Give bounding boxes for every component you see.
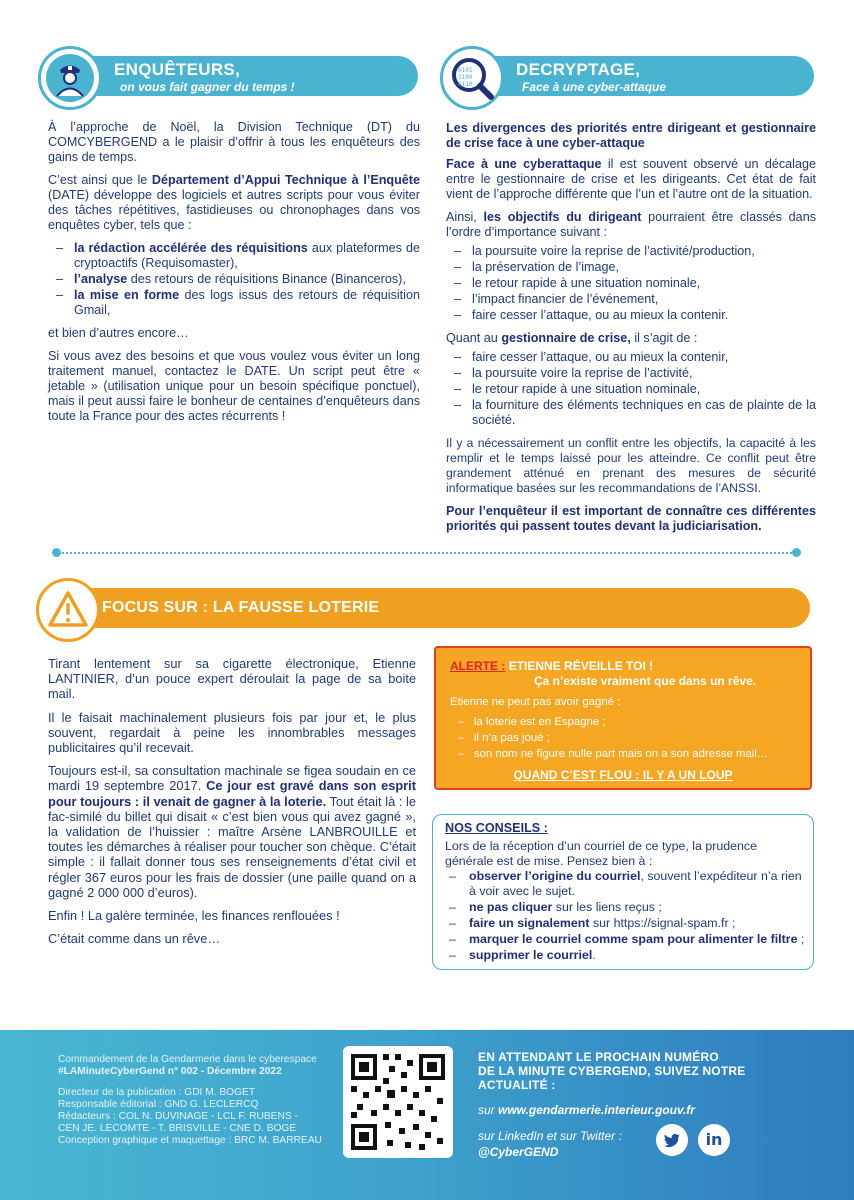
item-text: la poursuite voire la reprise de l’activité/production, — [472, 244, 755, 258]
right-p4: Il y a nécessairement un conflit entre les objectifs, la capacité à les remplir et le temps laissé pour les atteindre. Ce conflit peut être grandement atténué en prenant des mesures de sécurité informatique basées sur les recommandations de l’ANSSI. — [446, 436, 816, 495]
twitter-button[interactable] — [656, 1124, 688, 1156]
warning-badge — [36, 578, 100, 642]
right-p3-post: il s’agit de : — [630, 331, 698, 345]
right-heading: Les divergences des priorités entre dirigeant et gestionnaire de crise face à une cyber-attaque — [446, 121, 816, 150]
advice-box — [432, 814, 814, 970]
magnifier-code-icon — [443, 49, 501, 107]
list-item: – la rédaction accélérée des réquisitions aux plateformes de cryptoactifs (Requisomaster), — [56, 241, 421, 270]
right-p2-post: pourraient être classés dans l’ordre d’importance suivant : — [446, 210, 816, 239]
footer-org: Commandement de la Gendarmerie dans le cyberespace — [58, 1054, 317, 1065]
item-text: aux plateformes de cryptoactifs (Requisomaster), — [74, 241, 421, 270]
alert-item: – il n’a pas joué ; — [458, 732, 550, 744]
svg-text:1100: 1100 — [458, 74, 473, 81]
decryption-badge — [440, 46, 504, 110]
list-item: – faire un signalement sur https://signal-spam.fr ; — [449, 916, 736, 930]
alert-intro: Etienne ne peut pas avoir gagné : — [450, 696, 621, 708]
footer-cta-line2: DE LA MINUTE CYBERGEND, SUIVEZ NOTRE — [478, 1064, 746, 1078]
left-date-post: (DATE) développe des logiciels et autres scripts pour vous éviter des tâches répétitives, fastidieuses ou chronophages dans vos enquêtes cyber, tels que : — [48, 188, 420, 232]
left-section-subtitle: on vous fait gagner du temps ! — [120, 80, 295, 94]
list-item: – faire cesser l’attaque, ou au mieux la contenir. — [454, 308, 729, 322]
right-p3-bold: gestionnaire de crise, — [501, 331, 631, 345]
story-p3-bold: Ce jour est gravé dans son esprit pour toujours : il venait de gagner à la loterie. — [48, 778, 416, 809]
item-text: . — [592, 948, 596, 962]
item-text: sur les liens reçus ; — [552, 900, 662, 914]
right-section-header — [452, 56, 814, 96]
separator-dot-right — [792, 548, 801, 557]
qr-code[interactable] — [343, 1046, 453, 1158]
item-text: la poursuite voire la reprise de l’activité, — [472, 366, 693, 380]
left-date-paragraph — [48, 173, 420, 233]
item-text: sur https://signal-spam.fr ; — [589, 916, 736, 930]
item-bold: l’analyse — [74, 272, 128, 286]
list-item: – la poursuite voire la reprise de l’activité, — [454, 366, 693, 380]
item-bold: la rédaction accélérée des réquisitions — [74, 241, 308, 255]
alert-header — [450, 658, 653, 674]
item-text: le retour rapide à une situation nominale, — [472, 382, 701, 396]
story-p2: Il le faisait machinalement plusieurs fois par jour et, le plus souvent, regardait à peine les innombrables messages publicitaires qu’il recevait. — [48, 709, 416, 756]
advice-body — [445, 839, 807, 964]
right-p1 — [446, 157, 816, 202]
footer-credits — [58, 1054, 338, 1147]
right-p1-bold: Face à une cyberattaque — [446, 157, 602, 171]
focus-title: FOCUS SUR : LA FAUSSE LOTERIE — [102, 599, 380, 616]
item-text: la préservation de l’image, — [472, 260, 620, 274]
alert-item-text: son nom ne figure nulle part mais on a son adresse mail… — [473, 748, 769, 760]
story-p3 — [48, 763, 416, 900]
item-bold: la mise en forme — [74, 288, 180, 302]
right-p5: Pour l’enquêteur il est important de connaître ces différentes priorités qui passent toutes devant la judiciarisation. — [446, 504, 816, 533]
alert-item: – son nom ne figure nulle part mais on a son adresse mail… — [458, 748, 769, 760]
footer-cta-line1: EN ATTENDANT LE PROCHAIN NUMÉRO — [478, 1050, 719, 1064]
footer-social-line: sur LinkedIn et sur Twitter : — [478, 1129, 622, 1143]
item-text: , souvent l’expéditeur n’a rien à voir avec le sujet. — [469, 869, 802, 898]
item-bold: observer l’origine du courriel — [469, 869, 641, 883]
right-p3 — [446, 331, 816, 346]
left-section-body — [48, 120, 420, 432]
story-p5: C’était comme dans un rêve… — [48, 931, 221, 947]
twitter-icon — [656, 1124, 688, 1156]
footer-writers-cont: CEN JE. LECOMTE - T. BRISVILLE - CNE D. BOGE — [58, 1123, 297, 1134]
story-p3-pre: Toujours est-il, sa consultation machinale se figea soudain en ce mardi 19 septembre 2017. — [48, 763, 416, 794]
list-item: – ne pas cliquer sur les liens reçus ; — [449, 900, 662, 914]
footer-cta-line3: ACTUALITÉ : — [478, 1078, 556, 1092]
focus-story — [48, 656, 416, 954]
left-date-bold: Département d’Appui Technique à l’Enquête — [151, 173, 420, 187]
alert-item-text: la loterie est en Espagne ; — [473, 716, 606, 728]
advice-title: NOS CONSEILS : — [445, 821, 548, 835]
list-item: – l’analyse des retours de réquisitions Binance (Binanceros), — [56, 272, 406, 286]
footer-website-line — [478, 1103, 695, 1117]
linkedin-button[interactable] — [698, 1124, 730, 1156]
footer-director: Directeur de la publication : GDI M. BOGET — [58, 1087, 256, 1098]
alert-footer: QUAND C’EST FLOU : IL Y A UN LOUP — [513, 768, 733, 782]
item-bold: marquer le courriel comme spam pour alimenter le filtre — [469, 932, 798, 946]
left-tools-list — [48, 241, 420, 318]
list-item: – le retour rapide à une situation nominale, — [454, 382, 701, 396]
right-section-title: DECRYPTAGE, — [516, 60, 641, 79]
footer-issue: #LAMinuteCyberGend n° 002 - Décembre 2022 — [58, 1066, 282, 1077]
list-item: – la préservation de l’image, — [454, 260, 620, 274]
right-p3-pre: Quant au — [446, 331, 502, 345]
dotted-separator — [58, 552, 796, 554]
left-date-pre: C’est ainsi que le — [48, 173, 152, 187]
footer-website-link[interactable]: www.gendarmerie.interieur.gouv.fr — [498, 1103, 695, 1117]
footer-site-pre: sur — [478, 1103, 499, 1117]
right-section-body — [446, 121, 816, 542]
item-text: des logs issus des retours de réquisition Gmail, — [74, 288, 420, 317]
alert-box — [434, 646, 812, 790]
list-item: – l’impact financier de l’événement, — [454, 292, 659, 306]
investigator-badge — [38, 46, 102, 110]
right-section-subtitle: Face à une cyber-attaque — [522, 80, 667, 94]
alert-item: – la loterie est en Espagne ; — [458, 716, 606, 728]
item-text: des retours de réquisitions Binance (Binanceros), — [127, 272, 406, 286]
list-item: – marquer le courriel comme spam pour alimenter le filtre ; — [449, 932, 805, 946]
list-item: – observer l’origine du courriel, souvent l’expéditeur n’a rien à voir avec le sujet. — [449, 869, 802, 898]
list-item: – la poursuite voire la reprise de l’activité/production, — [454, 244, 755, 258]
warning-triangle-icon — [39, 581, 97, 639]
advice-intro: Lors de la réception d’un courriel de ce type, la prudence générale est de mise. Pensez bien à : — [445, 839, 758, 868]
alert-line1: ETIENNE RÉVEILLE TOI ! — [508, 659, 654, 673]
left-section-header — [50, 56, 418, 96]
list-item: – faire cesser l’attaque, ou au mieux la contenir, — [454, 350, 729, 364]
alert-label: ALERTE : — [450, 659, 506, 673]
right-p2 — [446, 210, 816, 240]
svg-text:0101: 0101 — [458, 67, 473, 74]
list-item: – le retour rapide à une situation nominale, — [454, 276, 701, 290]
advice-list — [445, 869, 807, 963]
director-objectives-list — [446, 244, 816, 323]
right-p2-bold: les objectifs du dirigeant — [483, 210, 642, 224]
alert-line2: Ça n’existe vraiment que dans un rêve. — [534, 674, 757, 688]
left-contact-paragraph: Si vous avez des besoins et que vous voulez vous éviter un long traitement manuel, contactez le DATE. Un script peut être « jetable » (utilisation unique pour un besoin spécifique ponctuel), mais il peut aussi faire le bonheur de centaines d’enquêteurs dans toute la France pour des actes récurrents ! — [48, 349, 420, 423]
qr-code-icon — [343, 1046, 453, 1158]
item-text: faire cesser l’attaque, ou au mieux la contenir, — [472, 350, 729, 364]
investigator-icon — [41, 49, 99, 107]
left-more-paragraph: et bien d’autres encore… — [48, 326, 189, 340]
item-text: le retour rapide à une situation nominale, — [472, 276, 701, 290]
item-text: l’impact financier de l’événement, — [472, 292, 659, 306]
alert-item-text: il n’a pas joué ; — [473, 732, 550, 744]
svg-text:0110: 0110 — [458, 81, 473, 88]
footer-design: Conception graphique et maquettage : BRC M. BARREAU — [58, 1135, 322, 1146]
right-p2-pre: Ainsi, — [446, 210, 484, 224]
list-item: – supprimer le courriel. — [449, 948, 596, 962]
item-bold: ne pas cliquer — [469, 900, 553, 914]
footer-handle[interactable]: @CyberGEND — [478, 1145, 559, 1159]
story-p4: Enfin ! La galère terminée, les finances renflouées ! — [48, 908, 340, 924]
item-bold: faire un signalement — [469, 916, 590, 930]
crisis-manager-list — [446, 350, 816, 428]
story-p3-post: Tout était là : le fac-similé du billet qui disait « c’est bien vous qui avez gagné », la validation de l’huissier : maître Arsène LANBROUILLE et toutes les démarches à réaliser pour toucher son chèque. C’était simple : il fallait donner tous ses renseignements d’état civil et régler 367 euros pour les frais de dossier (une paille quand on a gagné 2 000 000 d’euros). — [48, 793, 416, 900]
footer-writers: Rédacteurs : COL N. DUVINAGE - LCL F. RUBENS - — [58, 1111, 298, 1122]
item-text: faire cesser l’attaque, ou au mieux la contenir. — [472, 308, 729, 322]
item-text: la fourniture des éléments techniques en cas de plainte de la société. — [472, 398, 816, 427]
right-p1-text: il est souvent observé un décalage entre le gestionnaire de crise et les dirigeants. Cet état de fait vient de l’approche différente que l’un et l’autre ont de la situation. — [446, 157, 816, 201]
item-bold: supprimer le courriel — [469, 948, 593, 962]
list-item: – la mise en forme des logs issus des retours de réquisition Gmail, — [56, 288, 420, 317]
story-p1: Tirant lentement sur sa cigarette électronique, Etienne LANTINIER, d’un pouce expert déroulait la page de sa boite mail. — [48, 656, 416, 702]
left-section-title: ENQUÊTEURS, — [114, 60, 241, 79]
footer-cta — [478, 1050, 745, 1092]
left-intro-paragraph: À l’approche de Noël, la Division Technique (DT) du COMCYBERGEND a le plaisir d’offrir à tous les enquêteurs des gains de temps. — [48, 120, 420, 164]
linkedin-icon: in — [705, 1130, 723, 1149]
list-item: – la fourniture des éléments techniques en cas de plainte de la société. — [454, 398, 816, 427]
footer-editor: Responsable éditorial : GND G. LECLERCQ — [58, 1099, 259, 1110]
item-text: ; — [797, 932, 805, 946]
